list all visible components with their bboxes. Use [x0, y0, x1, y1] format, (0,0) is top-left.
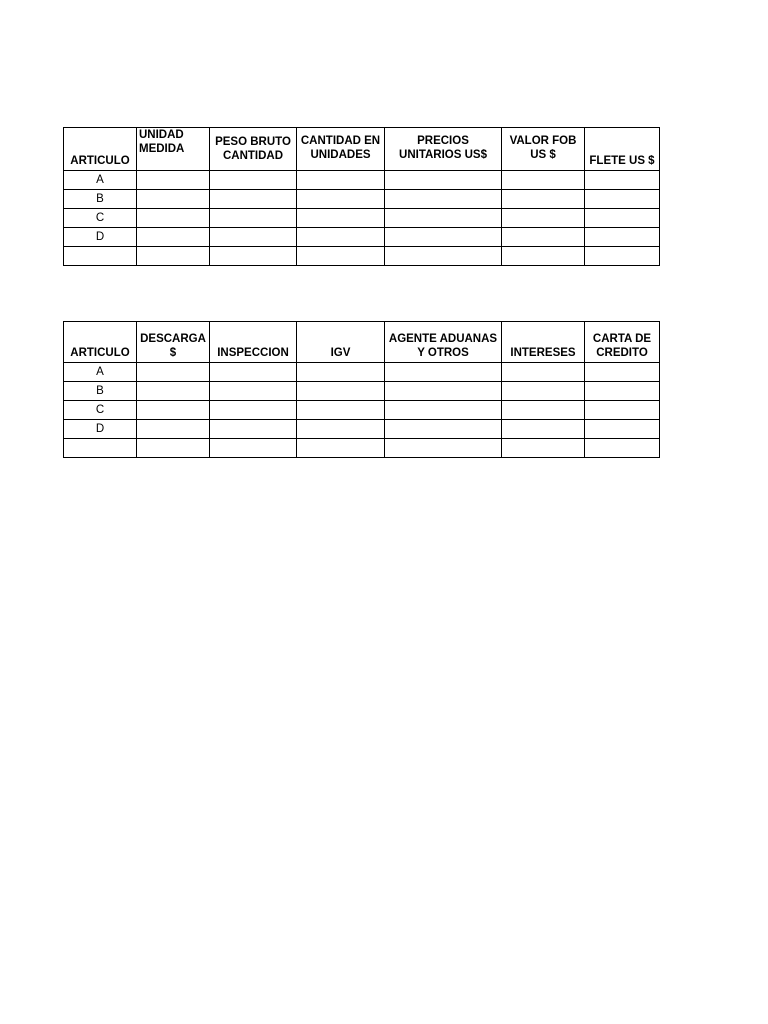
- cell[interactable]: [297, 190, 385, 209]
- header-text: MEDIDA: [139, 143, 185, 155]
- cell[interactable]: [297, 382, 385, 401]
- cell[interactable]: [385, 247, 502, 266]
- cell[interactable]: [502, 209, 585, 228]
- cell[interactable]: [210, 439, 297, 458]
- cell[interactable]: [210, 420, 297, 439]
- header-text: IGV: [330, 347, 351, 359]
- cell[interactable]: [585, 209, 660, 228]
- cell[interactable]: [137, 382, 210, 401]
- table-row: [64, 209, 660, 228]
- row-label: B: [64, 382, 137, 401]
- header-text: ARTICULO: [70, 155, 130, 167]
- cell[interactable]: [385, 363, 502, 382]
- header-text: CARTA DE: [592, 333, 652, 345]
- cell[interactable]: [210, 401, 297, 420]
- cell[interactable]: [585, 228, 660, 247]
- row-label: C: [64, 209, 137, 228]
- cell[interactable]: [137, 228, 210, 247]
- header-text: INSPECCION: [217, 347, 289, 359]
- row-label: A: [64, 363, 137, 382]
- cell[interactable]: [585, 247, 660, 266]
- table-header-row: [64, 128, 660, 171]
- header-peso-bruto: [210, 128, 297, 171]
- header-igv: [297, 322, 385, 363]
- header-text: CANTIDAD: [222, 150, 284, 162]
- cell[interactable]: [210, 363, 297, 382]
- cell[interactable]: [137, 209, 210, 228]
- cell[interactable]: [137, 247, 210, 266]
- header-precios-unitarios: [385, 128, 502, 171]
- cell[interactable]: [385, 420, 502, 439]
- header-text: US $: [530, 149, 556, 161]
- header-text: INTERESES: [510, 347, 576, 359]
- table-header-row: [64, 322, 660, 363]
- cell[interactable]: [297, 401, 385, 420]
- header-text: FLETE US $: [589, 155, 655, 167]
- header-text: UNIDADES: [310, 149, 371, 161]
- header-articulo: [64, 128, 137, 171]
- header-text: VALOR FOB: [509, 135, 577, 147]
- cell[interactable]: [585, 420, 660, 439]
- cell[interactable]: [502, 382, 585, 401]
- cell[interactable]: [297, 228, 385, 247]
- cell[interactable]: [297, 420, 385, 439]
- cell[interactable]: [297, 209, 385, 228]
- cell[interactable]: [210, 171, 297, 190]
- header-intereses: [502, 322, 585, 363]
- cell[interactable]: [137, 401, 210, 420]
- header-text: CANTIDAD EN: [300, 135, 381, 147]
- cell[interactable]: [585, 401, 660, 420]
- cell[interactable]: [502, 190, 585, 209]
- table-row: [64, 190, 660, 209]
- cell[interactable]: [137, 420, 210, 439]
- costs-table-1: [63, 127, 660, 266]
- header-flete: [585, 128, 660, 171]
- cell[interactable]: [385, 228, 502, 247]
- cell[interactable]: [502, 401, 585, 420]
- header-unidad-medida: [137, 128, 210, 171]
- header-carta-credito: [585, 322, 660, 363]
- cell[interactable]: [297, 171, 385, 190]
- cell[interactable]: [385, 439, 502, 458]
- cell[interactable]: [137, 439, 210, 458]
- header-text: PESO BRUTO: [215, 136, 291, 148]
- cell[interactable]: [210, 190, 297, 209]
- cell[interactable]: [502, 247, 585, 266]
- table-row: [64, 382, 660, 401]
- cell[interactable]: [210, 228, 297, 247]
- header-text: PRECIOS: [417, 135, 469, 147]
- header-cantidad-unidades: [297, 128, 385, 171]
- row-label: D: [64, 228, 137, 247]
- cell[interactable]: [585, 363, 660, 382]
- table-row: [64, 247, 660, 266]
- row-label: C: [64, 401, 137, 420]
- header-descarga: [137, 322, 210, 363]
- header-text: CREDITO: [596, 347, 648, 359]
- header-text: $: [169, 347, 177, 359]
- cell[interactable]: [210, 382, 297, 401]
- cell[interactable]: [502, 363, 585, 382]
- cell[interactable]: [502, 439, 585, 458]
- row-label: [64, 247, 137, 266]
- cell[interactable]: [385, 209, 502, 228]
- cell[interactable]: [297, 363, 385, 382]
- header-text: AGENTE ADUANAS: [388, 333, 498, 345]
- cell[interactable]: [585, 382, 660, 401]
- cell[interactable]: [385, 382, 502, 401]
- header-articulo: [64, 322, 137, 363]
- header-text: DESCARGA: [140, 333, 206, 345]
- table-row: [64, 439, 660, 458]
- header-text: UNIDAD: [139, 129, 184, 141]
- row-label: D: [64, 420, 137, 439]
- header-text: ARTICULO: [70, 347, 130, 359]
- cell[interactable]: [502, 171, 585, 190]
- cell[interactable]: [210, 209, 297, 228]
- cell[interactable]: [210, 247, 297, 266]
- table-row: [64, 401, 660, 420]
- table-row: [64, 363, 660, 382]
- cell[interactable]: [297, 247, 385, 266]
- cell[interactable]: [502, 420, 585, 439]
- row-label: B: [64, 190, 137, 209]
- costs-table-2: [63, 321, 660, 458]
- cell[interactable]: [137, 190, 210, 209]
- table-row: [64, 171, 660, 190]
- cell[interactable]: [137, 171, 210, 190]
- cell[interactable]: [585, 171, 660, 190]
- header-text: Y OTROS: [417, 347, 469, 359]
- cell[interactable]: [385, 190, 502, 209]
- header-inspeccion: [210, 322, 297, 363]
- row-label: A: [64, 171, 137, 190]
- cell[interactable]: [137, 363, 210, 382]
- cell[interactable]: [385, 401, 502, 420]
- header-agente-aduanas: [385, 322, 502, 363]
- cell[interactable]: [585, 190, 660, 209]
- cell[interactable]: [297, 439, 385, 458]
- cell[interactable]: [502, 228, 585, 247]
- row-label: [64, 439, 137, 458]
- table-row: [64, 228, 660, 247]
- header-text: UNITARIOS US$: [399, 149, 487, 161]
- cell[interactable]: [585, 439, 660, 458]
- header-valor-fob: [502, 128, 585, 171]
- table-row: [64, 420, 660, 439]
- cell[interactable]: [385, 171, 502, 190]
